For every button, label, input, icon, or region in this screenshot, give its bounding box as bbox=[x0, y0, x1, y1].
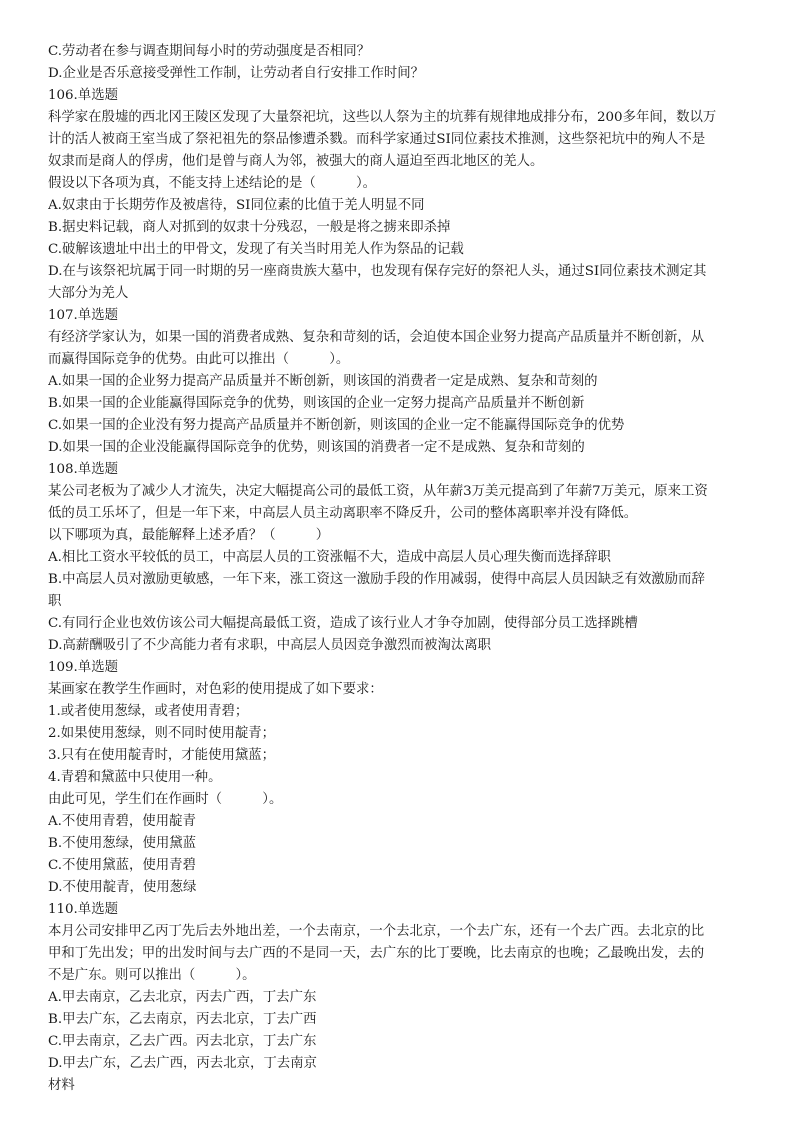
text-line: 1.或者使用葱绿，或者使用青碧； bbox=[48, 704, 249, 719]
text-line: A.甲去南京，乙去北京，丙去广西，丁去广东 bbox=[48, 990, 317, 1005]
text-line: C.劳动者在参与调查期间每小时的劳动强度是否相同？ bbox=[48, 44, 371, 59]
text-line: B.如果一国的企业能赢得国际竞争的优势，则该国的企业一定努力提高产品质量并不断创新 bbox=[48, 396, 585, 411]
text-line: 不是广东。则可以推出（ ）。 bbox=[48, 968, 256, 983]
text-line: 假设以下各项为真，不能支持上述结论的是（ ）。 bbox=[48, 176, 377, 191]
text-line: C.如果一国的企业没有努力提高产品质量并不断创新，则该国的企业一定不能赢得国际竞争的优势 bbox=[48, 418, 625, 433]
text-line: B.中高层人员对激励更敏感，一年下来，涨工资这一激励手段的作用减弱，使得中高层人员因缺乏有效激励而辞 bbox=[48, 572, 705, 587]
text-line: 材料 bbox=[48, 1078, 75, 1093]
text-line: D.在与该祭祀坑属于同一时期的另一座商贵族大墓中，也发现有保存完好的祭祀人头，通过SI同位素技术测定其 bbox=[48, 264, 707, 279]
text-line: 大部分为羌人 bbox=[48, 286, 129, 301]
text-line: C.不使用黛蓝，使用青碧 bbox=[48, 858, 196, 873]
text-line: 科学家在殷墟的西北冈王陵区发现了大量祭祀坑，这些以人祭为主的坑葬有规律地成排分布，200多年间，数以万 bbox=[48, 110, 717, 125]
text-line: C.破解该遗址中出土的甲骨文，发现了有关当时用羌人作为祭品的记载 bbox=[48, 242, 464, 257]
text-line: A.相比工资水平较低的员工，中高层人员的工资涨幅不大，造成中高层人员心理失衡而选择辞职 bbox=[48, 550, 611, 565]
text-line: 4.青碧和黛蓝中只使用一种。 bbox=[48, 770, 222, 785]
text-line: D.不使用靛青，使用葱绿 bbox=[48, 880, 197, 895]
text-line: 低的员工乐坏了，但是一年下来，中高层人员主动离职率不降反升，公司的整体离职率并没有降低。 bbox=[48, 506, 638, 521]
text-line: 某画家在教学生作画时，对色彩的使用提成了如下要求： bbox=[48, 682, 383, 697]
text-line: C.甲去南京，乙去广西。丙去北京，丁去广东 bbox=[48, 1034, 317, 1049]
text-line: A.如果一国的企业努力提高产品质量并不断创新，则该国的消费者一定是成熟、复杂和苛刻的 bbox=[48, 374, 598, 389]
text-line: D.企业是否乐意接受弹性工作制，让劳动者自行安排工作时间？ bbox=[48, 66, 425, 81]
text-line: 奴隶而是商人的俘虏，他们是曾与商人为邻，被强大的商人逼迫至西北地区的羌人。 bbox=[48, 154, 544, 169]
text-line: B.甲去广东，乙去南京，丙去北京，丁去广西 bbox=[48, 1012, 317, 1027]
text-line: 甲和丁先出发；甲的出发时间与去广西的不是同一天，去广东的比丁要晚，比去南京的也晚；乙最晚出发，去的 bbox=[48, 946, 705, 961]
text-line: D.甲去广东，乙去广西，丙去北京，丁去南京 bbox=[48, 1056, 317, 1071]
text-line: B.据史料记载，商人对抓到的奴隶十分残忍，一般是将之掳来即杀掉 bbox=[48, 220, 451, 235]
text-line: 107.单选题 bbox=[48, 308, 118, 323]
text-line: 109.单选题 bbox=[48, 660, 118, 675]
text-line: 106.单选题 bbox=[48, 88, 118, 103]
text-line: 2.如果使用葱绿，则不同时使用靛青； bbox=[48, 726, 276, 741]
text-line: 3.只有在使用靛青时，才能使用黛蓝； bbox=[48, 748, 276, 763]
text-line: 110.单选题 bbox=[48, 902, 118, 917]
text-line: 某公司老板为了减少人才流失，决定大幅提高公司的最低工资，从年薪3万美元提高到了年薪7万美元，原来工资 bbox=[48, 484, 708, 499]
text-line: 由此可见，学生们在作画时（ ）。 bbox=[48, 792, 283, 807]
text-line: 以下哪项为真，最能解释上述矛盾？（ ） bbox=[48, 528, 330, 543]
text-line: 职 bbox=[48, 594, 62, 609]
text-line: 而赢得国际竞争的优势。由此可以推出（ ）。 bbox=[48, 352, 350, 367]
text-line: A.奴隶由于长期劳作及被虐待，SI同位素的比值于羌人明显不同 bbox=[48, 198, 425, 213]
text-line: B.不使用葱绿，使用黛蓝 bbox=[48, 836, 197, 851]
text-line: A.不使用青碧，使用靛青 bbox=[48, 814, 196, 829]
text-line: 本月公司安排甲乙丙丁先后去外地出差，一个去南京，一个去北京，一个去广东，还有一个去广西。去北京的比 bbox=[48, 924, 705, 939]
text-line: 108.单选题 bbox=[48, 462, 118, 477]
text-line: 有经济学家认为，如果一国的消费者成熟、复杂和苛刻的话，会迫使本国企业努力提高产品质量并不断创新，从 bbox=[48, 330, 705, 345]
text-line: 计的活人被商王室当成了祭祀祖先的祭品惨遭杀戮。而科学家通过SI同位素技术推测，这些祭祀坑中的殉人不是 bbox=[48, 132, 706, 147]
text-line: D.如果一国的企业没能赢得国际竞争的优势，则该国的消费者一定不是成熟、复杂和苛刻的 bbox=[48, 440, 585, 455]
text-line: C.有同行企业也效仿该公司大幅提高最低工资，造成了该行业人才争夺加剧，使得部分员工选择跳槽 bbox=[48, 616, 638, 631]
text-line: D.高薪酬吸引了不少高能力者有求职，中高层人员因竞争激烈而被淘汰离职 bbox=[48, 638, 492, 653]
